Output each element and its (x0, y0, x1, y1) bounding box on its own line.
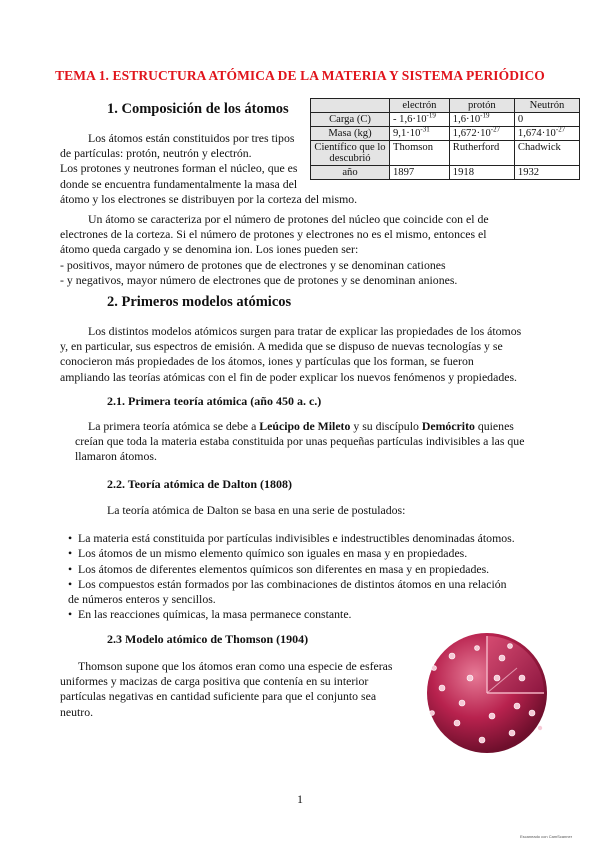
list-item: • Los compuestos están formados por las combinaciones de distintos átomos en una relación (68, 576, 507, 591)
text-line: electrones de la corteza. Si el número de protones y electrones no es el mismo, entonces el (60, 227, 487, 242)
text-line: y, en particular, sus espectros de emisión. A medida que se dispuso de nuevas tecnologías y se (60, 339, 503, 354)
section-2-1-heading: 2.1. Primera teoría atómica (año 450 a. c.) (107, 394, 322, 408)
text-line: Los átomos están constituidos por tres tipos (88, 131, 295, 145)
section-2-paragraph (60, 324, 521, 385)
bullet-icon: • (68, 531, 73, 545)
section-2-2-heading: 2.2. Teoría atómica de Dalton (1808) (107, 477, 292, 491)
table-cell: Chadwick (514, 141, 579, 166)
table-cell: Rutherford (449, 141, 514, 166)
table-header-cell: electrón (390, 99, 450, 113)
text-line: conocieron más propiedades de los átomos, iones y partículas que los forman, se fueron (60, 354, 474, 369)
section-2-3-paragraph (60, 659, 393, 720)
text-line: átomo queda cargado y se denomina ion. Los iones pueden ser: (60, 242, 359, 257)
cutaway-section (487, 636, 544, 693)
table-cell: 1918 (449, 166, 514, 180)
list-item: • La materia está constituida por partículas indivisibles e indestructibles denominadas átomos. (68, 531, 515, 545)
bullet-icon: • (68, 546, 73, 561)
list-item: • En las reacciones químicas, la masa permanece constante. (68, 607, 352, 622)
table-cell: $1,672\cdot 10^{-27}$ (449, 127, 514, 141)
particle-table (310, 98, 580, 180)
bullet-icon: • (68, 607, 73, 622)
text-line: Los distintos modelos atómicos surgen para tratar de explicar las propiedades de los átomos (88, 324, 522, 338)
list-item: de números enteros y sencillos. (68, 592, 216, 607)
text-line: - positivos, mayor número de protones que de electrones y se denominan cationes (60, 257, 446, 272)
text-line: Un átomo se caracteriza por el número de protones del núcleo que coincide con el de (88, 212, 489, 226)
text-line: de partículas: protón, neutrón y electrón. (60, 146, 252, 161)
table-cell: $9,1\cdot 10^{-31}$ (390, 127, 450, 141)
table-cell: 1897 (390, 166, 450, 180)
text-line: neutro. (60, 704, 94, 719)
dalton-postulates-list (68, 531, 538, 623)
text-line: Thomson supone que los átomos eran como una especie de esferas (78, 659, 393, 673)
table-corner-cell (311, 99, 390, 113)
table-cell: 0 (514, 113, 579, 127)
bullet-icon: • (68, 576, 73, 591)
table-row-label: Científico que lo descubrió (311, 141, 390, 166)
table-cell: 1932 (514, 166, 579, 180)
table-cell: $1,6\cdot 10^{-19}$ (449, 113, 514, 127)
text-line: ampliando las teorías atómicas con el fin de poder explicar los nuevos fenómenos y propiedades. (60, 369, 517, 384)
scanner-watermark: Escaneado con CamScanner (520, 834, 573, 839)
table-cell: Thomson (390, 141, 450, 166)
table-row-label: Masa (kg) (311, 127, 390, 141)
bullet-icon: • (68, 561, 73, 576)
section-1-heading: 1. Composición de los átomos (107, 101, 289, 117)
section-2-2-intro: La teoría atómica de Dalton se basa en una serie de postulados: (107, 503, 406, 517)
section-2-1-line-1: La primera teoría atómica se debe a Leúcipo de Mileto y su discípulo Demócrito quienes (88, 419, 514, 433)
section-1-paragraph-2 (60, 212, 489, 288)
list-item: • Los átomos de diferentes elementos químicos son diferentes en masa y en propiedades. (68, 561, 490, 576)
table-row (311, 113, 580, 127)
text-line: uniformes y macizas de carga positiva que contenía en su interior (60, 674, 369, 689)
text-line: Los protones y neutrones forman el núcleo, que es (60, 161, 298, 176)
table-row-label: año (311, 166, 390, 180)
table-row (311, 127, 580, 141)
section-2-3-heading: 2.3 Modelo atómico de Thomson (1904) (107, 632, 309, 646)
text-line: átomo y los electrones se distribuyen por la corteza del mismo. (60, 191, 358, 206)
section-2-1-line-2: creían que toda la materia estaba constituida por unas pequeñas partículas indivisibles a las que (75, 434, 525, 448)
section-2-1-line-3: llamaron átomos. (75, 449, 157, 463)
page-number: 1 (297, 792, 303, 806)
text-line: donde se encuentra fundamentalmente la masa del (60, 176, 298, 191)
text-line: partículas negativas en cantidad suficiente para que el conjunto sea (60, 689, 377, 704)
table-row (311, 141, 580, 166)
table-header-cell: Neutrón (514, 99, 579, 113)
table-cell: $1,674\cdot 10^{-27}$ (514, 127, 579, 141)
document-title: TEMA 1. ESTRUCTURA ATÓMICA DE LA MATERIA Y SISTEMA PERIÓDICO (55, 68, 545, 83)
table-header-cell: protón (449, 99, 514, 113)
list-item: • Los átomos de un mismo elemento químico son iguales en masa y en propiedades. (68, 546, 468, 561)
thomson-atom-model-image (422, 628, 552, 758)
table-row (311, 166, 580, 180)
table-row-label: Carga (C) (311, 113, 390, 127)
section-2-heading: 2. Primeros modelos atómicos (107, 294, 292, 310)
table-header-row (311, 99, 580, 113)
text-line: - y negativos, mayor número de electrones que de protones y se denominan aniones. (60, 272, 458, 287)
table-cell: - $1,6\cdot 10^{-19}$ (390, 113, 450, 127)
